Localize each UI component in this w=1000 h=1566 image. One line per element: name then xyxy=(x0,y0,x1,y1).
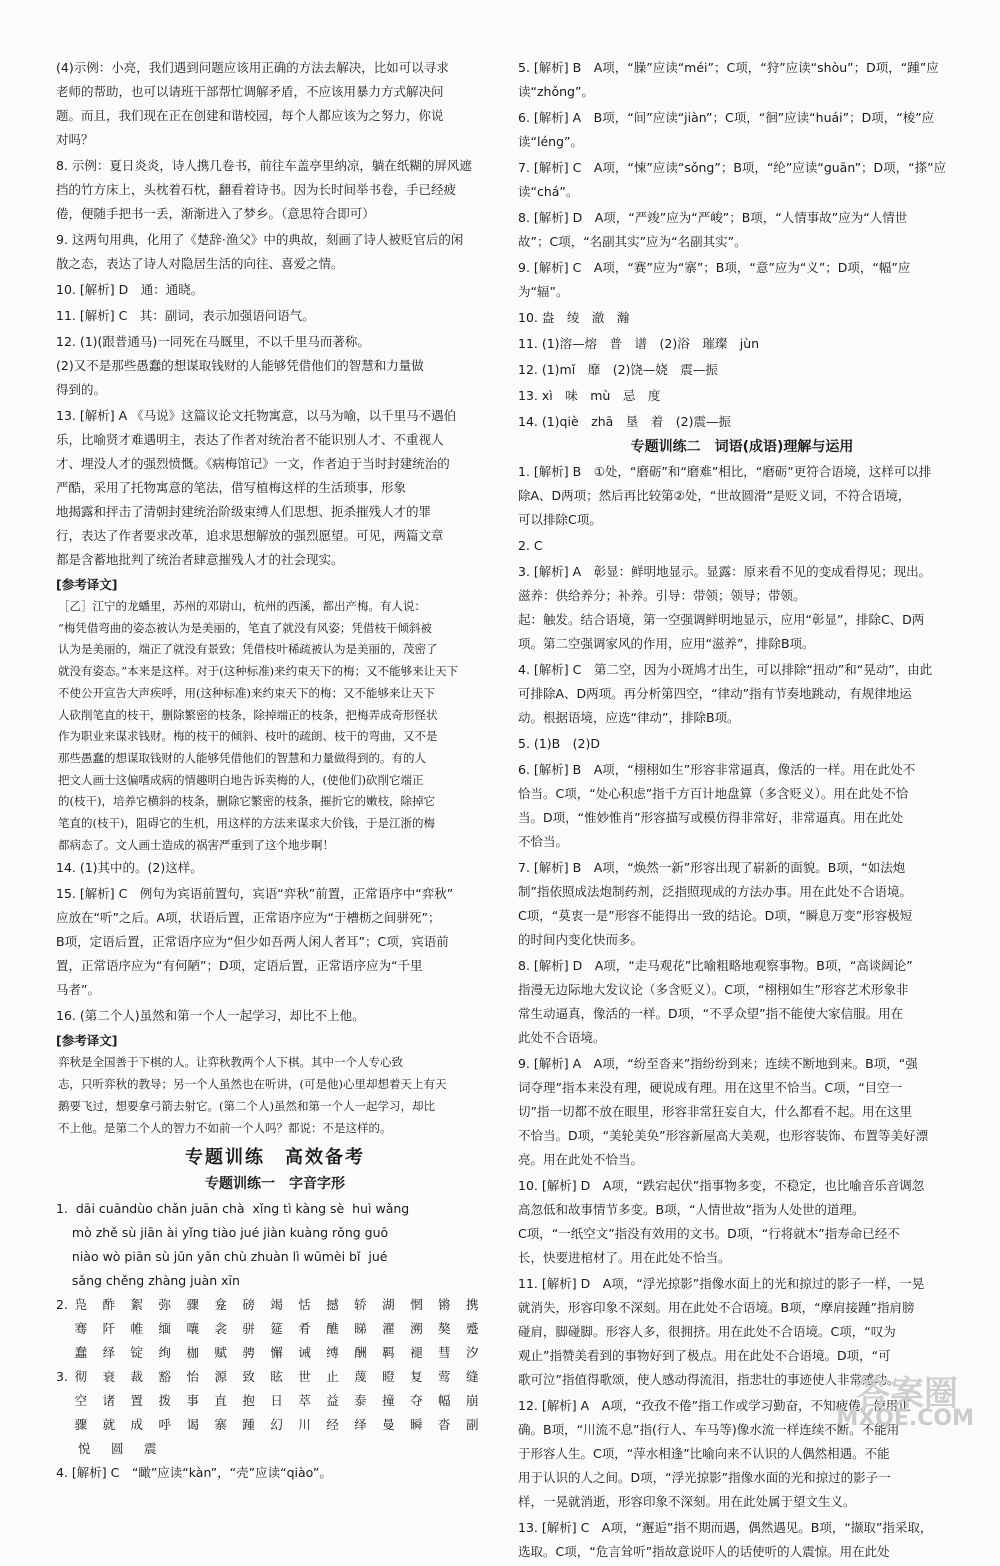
answer-line: 严酷，采用了托物寓意的笔法，借写植梅这样的生活琐事，形象 xyxy=(56,480,407,495)
answer-line: 于形容人生。C项，“萍水相逢”比喻向来不认识的人偶然相遇。不能 xyxy=(518,1446,890,1461)
answer-item xyxy=(518,460,966,532)
answer-lines xyxy=(518,1174,966,1270)
translation-line: “梅凭借弯曲的姿态被认为是美丽的，笔直了就没有风姿；凭借枝干倾斜被 xyxy=(58,620,432,635)
section-title: 专题训练 高效备考 xyxy=(185,1147,365,1169)
character-cell: 3. xyxy=(56,1369,68,1385)
character-cell: 阡 xyxy=(102,1321,116,1337)
answer-line: 5. [解析] B A项，“臊”应读“méi”；C项，“狩”应读“shòu”；D项，“踵”应 xyxy=(518,60,939,75)
answer-item xyxy=(518,106,966,154)
answer-lines xyxy=(518,856,966,952)
answer-line: C项，“一纸空文”指没有效用的文书。D项，“行将就木”指寿命已经不 xyxy=(518,1226,900,1241)
character-cell: 枷 xyxy=(186,1345,199,1361)
character-cell: 抱 xyxy=(242,1393,255,1409)
answer-line: 6. [解析] B A项，“栩栩如生”形容非常逼真，像活的一样。用在此处不 xyxy=(518,762,916,777)
answer-line: 老师的帮助，也可以请班干部帮忙调解矛盾，不应该用暴力方式解决问 xyxy=(56,84,444,99)
answer-lines xyxy=(518,306,966,330)
answer-item xyxy=(56,154,494,226)
answer-lines xyxy=(518,560,966,656)
answer-line: 选取。C项，“危言耸听”指故意说吓人的话使听的人震惊。用在此处 xyxy=(518,1544,890,1559)
answer-line: 为“辐”。 xyxy=(518,284,569,299)
answer-item xyxy=(518,758,966,854)
reference-translation xyxy=(56,596,494,856)
character-cell: 眩 xyxy=(270,1369,283,1385)
character-cell: 拨 xyxy=(158,1393,172,1409)
answer-line: 16. (第二个人)虽然和第一个人一起学习，却比不上他。 xyxy=(56,1008,365,1024)
answer-item xyxy=(518,384,966,408)
answer-lines xyxy=(518,384,966,408)
answer-item xyxy=(56,1004,494,1028)
answer-line: 用于认识的人之间。D项，“浮光掠影”指像水面的光和掠过的影子一 xyxy=(518,1470,891,1485)
answer-line: 2. C xyxy=(518,538,543,553)
character-cell: 絮 xyxy=(130,1297,144,1313)
character-cell: 撞 xyxy=(382,1393,395,1409)
subsection-title: 专题训练二 词语(成语)理解与运用 xyxy=(630,439,854,455)
translation-line: 认为是美丽的，端正了就没有景致；凭借枝叶稀疏被认为是美丽的，茂密了 xyxy=(58,642,438,657)
character-cell: 瞬 xyxy=(410,1417,423,1433)
pinyin-line: 1. dāi cuāndùo chǎn juān chà xǐng tì kàng sè huì wǎng xyxy=(56,1201,410,1217)
character-cell: 幅 xyxy=(438,1393,451,1409)
character-cell: 彗 xyxy=(438,1345,451,1361)
answer-lines xyxy=(56,56,494,152)
answer-line: 常生动逼真，像活的一样。D项，“不孚众望”指不能使大家信服。用在 xyxy=(518,1006,904,1021)
character-cell xyxy=(56,1389,75,1413)
answer-line: 11. (1)溶—熔 普 谱 (2)浴 璀璨 jùn xyxy=(518,336,760,351)
answer-lines xyxy=(56,154,494,226)
watermark-logo xyxy=(798,1366,978,1438)
character-cell: 致 xyxy=(242,1369,255,1385)
character-cell: 圆 xyxy=(111,1441,124,1457)
character-cell: 嚷 xyxy=(186,1321,199,1337)
reference-translation-title: [参考译文] xyxy=(56,1033,118,1049)
character-cell: 骞 xyxy=(74,1321,88,1337)
translation-line: 作为职业来谋求钱财。梅的枝干的倾斜、枝叶的疏朗、枝干的弯曲，又不是 xyxy=(58,729,438,744)
character-cell: 沓 xyxy=(438,1417,451,1433)
translation-line: 把文人画士这偏嗜成病的情趣明白地告诉卖梅的人，(使他们)砍削它端正 xyxy=(58,772,424,787)
answer-line: 8. 示例：夏日炎炎，诗人携几卷书，前往车盖亭里纳凉，躺在纸糊的屏风遮 xyxy=(56,158,472,173)
answer-lines xyxy=(518,358,966,382)
answer-line: 3. [解析] A 彰显：鲜明地显示。显露：原来看不见的变成看得见；现出。 xyxy=(518,564,932,579)
character-cell: 獒 xyxy=(438,1321,451,1337)
character-cell: 濯 xyxy=(382,1321,395,1337)
character-cell: 经 xyxy=(326,1417,339,1433)
answer-line: 14. (1)其中的。(2)这样。 xyxy=(56,860,203,876)
answer-line: 6. [解析] A B项，“间”应读“jiàn”；C项，“徊”应读“huái”；D项，“棱”应 xyxy=(518,110,935,125)
character-cell: 筵 xyxy=(270,1321,283,1337)
answer-line: 11. [解析] D A项，“浮光掠影”指像水面上的光和掠过的影子一样，一晃 xyxy=(518,1276,925,1291)
answer-line: 散之态，表达了诗人对隐居生活的向往、喜爱之情。 xyxy=(56,256,344,271)
answer-line: 指漫无边际地大发议论（多含贬义）。C项，“栩栩如生”形容艺术形象非 xyxy=(518,982,909,997)
answer-lines xyxy=(518,954,966,1050)
character-row xyxy=(56,1413,494,1437)
answer-item xyxy=(56,856,494,880)
answer-lines xyxy=(56,856,494,880)
character-cell: 懈 xyxy=(270,1345,283,1361)
pinyin-line: sǎng chěng zhàng juàn xīn xyxy=(56,1273,240,1289)
character-cell: 汐 xyxy=(465,1345,479,1361)
answer-line: (2)又不是那些愚蠢的想谋取钱财的人能够凭借他们的智慧和力量做 xyxy=(56,358,424,373)
answer-item xyxy=(518,1516,966,1564)
character-cell: 夺 xyxy=(410,1393,423,1409)
character-cell: 磅 xyxy=(242,1297,255,1313)
translation-line: 鹅要飞过，想要拿弓箭去射它。(第二个人)虽然和第一个人一起学习，却比 xyxy=(58,1098,435,1113)
answer-line: 行，表达了作者要求改革，追求思想解放的强烈愿望。可见，两篇文章 xyxy=(56,528,444,543)
character-cell: 踵 xyxy=(242,1417,255,1433)
answer-line: 读“chá”。 xyxy=(518,184,579,199)
character-cell: 骤 xyxy=(74,1417,88,1433)
answer-line: 7. [解析] B A项，“焕然一新”形容出现了崭新的面貌。B项，“如法炮 xyxy=(518,860,906,875)
answer-line: 动。根据语境，应选“律动”，排除B项。 xyxy=(518,710,740,725)
answer-line: B项，定语后置，正常语序应为“但少如吾两人闲人者耳”；C项，宾语前 xyxy=(56,934,449,950)
answer-item xyxy=(518,954,966,1050)
character-cell: 益 xyxy=(326,1393,339,1409)
character-cell: 崩 xyxy=(465,1393,479,1409)
answer-line: 不恰当。D项，“美轮美奂”形容新屋高大美观，也形容装饰、布置等美好漂 xyxy=(518,1128,929,1143)
character-cell: 2. xyxy=(56,1297,68,1313)
translation-line: 弈秋是全国善于下棋的人。让弈秋教两个人下棋。其中一个人专心致 xyxy=(58,1055,403,1070)
watermark-en: MXQE.COM xyxy=(836,1406,974,1431)
answer-line: 7. [解析] C A项，“悚”应读“sǒng”；B项，“纶”应读“guān”；D项，“搽”应 xyxy=(518,160,947,175)
character-cell: 蹙 xyxy=(465,1321,479,1337)
right-column xyxy=(518,56,966,1566)
character-cell: 凫 xyxy=(74,1297,88,1313)
answer-line: 11. [解析] C 其：副词，表示加强语问语气。 xyxy=(56,308,315,323)
answer-lines xyxy=(56,228,494,276)
translation-line: 笔直的(枝干)，阻碍它的生机，用这样的方法来谋求大价钱，于是江浙的梅 xyxy=(58,816,435,831)
character-cell: 事 xyxy=(186,1393,199,1409)
answer-line: 10. 盎 绫 澈 瀚 xyxy=(518,310,630,325)
character-cell: 帷 xyxy=(130,1321,144,1337)
character-cell: 止 xyxy=(326,1369,339,1385)
answer-lines xyxy=(56,404,494,572)
character-cell: 绎 xyxy=(354,1417,367,1433)
character-cell: 绎 xyxy=(102,1345,116,1361)
answer-item xyxy=(56,330,494,402)
character-grid xyxy=(56,1365,494,1461)
answer-line: 地揭露和抨击了清朝封建统治阶级束缚人们思想、扼杀摧残人才的罪 xyxy=(56,504,432,519)
answer-lines xyxy=(56,304,494,328)
character-cell: 衾 xyxy=(214,1321,227,1337)
answer-lines xyxy=(518,460,966,532)
character-cell: 裁 xyxy=(130,1369,144,1385)
character-cell: 携 xyxy=(465,1297,479,1313)
character-row xyxy=(56,1341,494,1365)
answer-item xyxy=(56,404,494,572)
answer-item xyxy=(518,332,966,356)
character-cell xyxy=(56,1437,78,1461)
answer-line: 才、埋没人才的强烈愤慨。《病梅馆记》一文，作者迫于当时封建统治的 xyxy=(56,456,450,471)
answer-item: 4. [解析] C “瞰”应读“kàn”，“壳”应读“qiào”。 xyxy=(56,1465,332,1481)
character-cell: 莺 xyxy=(438,1369,451,1385)
answer-line: 确。B项，“川流不息”指(行人、车马等)像水流一样连续不断。不能用 xyxy=(518,1422,900,1437)
answer-lines xyxy=(518,732,966,756)
character-cell: 悦 xyxy=(78,1441,91,1457)
answer-lines xyxy=(56,882,494,1002)
translation-line: 的(枝干)，培养它横斜的枝条，删除它繁密的枝条，摧折它的嫩枝，除掉它 xyxy=(58,794,435,809)
character-cell: 惘 xyxy=(410,1297,423,1313)
character-cell: 衰 xyxy=(102,1369,116,1385)
answer-line: 应放在“听”之后。A项，状语后置，正常语序应为“于槽枥之间骈死”； xyxy=(56,910,441,926)
answer-lines xyxy=(518,56,966,104)
answer-line: 10. [解析] D 通：通晓。 xyxy=(56,282,204,297)
character-row xyxy=(56,1389,494,1413)
character-cell: 溯 xyxy=(410,1321,423,1337)
translation-line: 不上他。是第二个人的智力不如前一个人吗？都说：不是这样的。 xyxy=(58,1120,392,1135)
answer-line: 9. 这两句用典，化用了《楚辞·渔父》中的典故，刻画了诗人被贬官后的闲 xyxy=(56,232,464,247)
answer-line: 不恰当。 xyxy=(518,834,569,849)
character-row xyxy=(56,1437,494,1461)
answer-item xyxy=(518,306,966,330)
answer-line: 起：触发。结合语境，第一空强调鲜明地显示，应用“彰显”，排除C、D两 xyxy=(518,612,925,627)
character-cell: 酬 xyxy=(354,1345,367,1361)
character-cell xyxy=(56,1413,75,1437)
answer-line: 8. [解析] D A项，“严竣”应为“严峻”；B项，“人情事故”应为“人情世 xyxy=(518,210,908,225)
answer-line: 除A、D两项；然后再比较第②处，“世故圆滑”是贬义词，不符合语境， xyxy=(518,488,911,503)
character-cell: 怡 xyxy=(186,1369,199,1385)
answer-line: 乐，比喻贤才难遇明主，表达了作者对统治者不能识别人才、不重视人 xyxy=(56,432,444,447)
answer-line: 9. [解析] A A项，“纷至沓来”指纷纷到来；连续不断地到来。B项，“强 xyxy=(518,1056,918,1071)
answer-lines xyxy=(518,1516,966,1564)
answer-line: 15. [解析] C 例句为宾语前置句，宾语“弈秋”前置，正常语序中“弈秋” xyxy=(56,886,454,902)
character-cell: 蔑 xyxy=(354,1369,367,1385)
answer-line: 倦，便随手把书一丢，渐渐进入了梦乡。（意思符合即可） xyxy=(56,206,375,221)
translation-line: ［乙］江宁的龙蟠里，苏州的邓尉山，杭州的西溪，都出产梅。有人说： xyxy=(58,599,426,613)
character-cell: 萃 xyxy=(298,1393,311,1409)
answer-line: 滋养：供给养分；补养。引导：带领；领导；带领。 xyxy=(518,588,806,603)
character-cell: 复 xyxy=(410,1369,423,1385)
answer-lines xyxy=(518,758,966,854)
answer-item xyxy=(518,1052,966,1172)
answer-item xyxy=(518,856,966,952)
character-cell: 置 xyxy=(130,1393,144,1409)
answer-item xyxy=(56,228,494,276)
answer-line: 8. [解析] D A项，“走马观花”比喻粗略地观察事物。B项，“高谈阔论” xyxy=(518,958,913,973)
answer-lines xyxy=(518,410,966,434)
character-cell: 弥 xyxy=(158,1297,172,1313)
character-cell: 瞪 xyxy=(382,1369,395,1385)
answer-line: 13. [解析] A 《马说》这篇议论文托物寓意，以马为喻，以千里马不遇伯 xyxy=(56,408,457,423)
character-cell: 缚 xyxy=(326,1345,339,1361)
answer-line: 14. (1)qiè zhā 垦 着 (2)震—振 xyxy=(518,414,732,429)
character-cell xyxy=(56,1317,75,1341)
character-cell: 龛 xyxy=(214,1297,227,1313)
character-cell: 直 xyxy=(214,1393,227,1409)
answer-line: 样，一晃就消逝，形容印象不深刻。用在此处属于望文生义。 xyxy=(518,1494,856,1509)
answer-line: 长，快要进棺材了。用在此处不恰当。 xyxy=(518,1250,731,1265)
answer-lines xyxy=(518,156,966,204)
character-cell: 诸 xyxy=(102,1393,116,1409)
character-cell: 震 xyxy=(144,1441,157,1457)
answer-line: 都是含蓄地批判了统治者肆意摧残人才的社会现实。 xyxy=(56,552,344,567)
answer-line: 对吗？ xyxy=(56,132,94,147)
character-cell: 寨 xyxy=(214,1417,227,1433)
character-cell: 骤 xyxy=(186,1297,199,1313)
answer-line: 题。而且，我们现在正在创建和谐校园，每个人都应该为之努力，你说 xyxy=(56,108,444,123)
translation-line: 都病态了。文人画士造成的祸害严重到了这个地步啊！ xyxy=(58,837,334,852)
answer-item xyxy=(518,1174,966,1270)
answer-lines xyxy=(518,1052,966,1172)
answer-item xyxy=(518,732,966,756)
left-column xyxy=(56,56,494,1487)
answer-line: 读“léng”。 xyxy=(518,134,583,149)
answer-line: 13. xì 味 mù 忌 度 xyxy=(518,388,661,403)
answer-item xyxy=(518,156,966,204)
answer-item xyxy=(56,304,494,328)
character-cell: 轿 xyxy=(354,1297,367,1313)
answer-item xyxy=(56,278,494,302)
character-cell: 呼 xyxy=(158,1417,172,1433)
character-cell: 湖 xyxy=(382,1297,395,1313)
character-cell: 空 xyxy=(74,1393,88,1409)
answer-line: 碰肩，脚碰脚。形容人多，很拥挤。用在此处不合语境。C项，“叹为 xyxy=(518,1324,896,1339)
answer-lines xyxy=(518,106,966,154)
answer-item xyxy=(518,256,966,304)
answer-line: 4. [解析] C 第二空，因为小斑鸠才出生，可以排除“扭动”和“晃动”，由此 xyxy=(518,662,933,677)
answer-line: 马者”。 xyxy=(56,982,100,998)
character-cell: 川 xyxy=(298,1417,311,1433)
answer-line: (4)示例：小亮，我们遇到问题应该用正确的方法去解决，比如可以寻求 xyxy=(56,60,449,75)
answer-item xyxy=(518,410,966,434)
answer-line: 12. (1)(跟普通马)一同死在马厩里，不以千里马而著称。 xyxy=(56,334,370,349)
watermark-cn: 答案圈 xyxy=(856,1374,958,1414)
answer-line: 恰当。C项，“处心积虑”指千方百计地盘算（多含贬义）。用在此处不恰 xyxy=(518,786,909,801)
character-cell: 锭 xyxy=(130,1345,144,1361)
character-cell: 缅 xyxy=(158,1321,172,1337)
character-cell: 骋 xyxy=(242,1345,255,1361)
reference-translation xyxy=(56,1052,494,1139)
answer-line: 12. (1)mǐ 靡 (2)饶—娆 震—振 xyxy=(518,362,718,377)
answer-lines xyxy=(56,330,494,402)
answer-line: 10. [解析] D A项，“跌宕起伏”指事物多变，不稳定，也比喻音乐音调忽 xyxy=(518,1178,925,1193)
answer-line: 12. [解析] A A项，“孜孜不倦”指工作或学习勤奋，不知疲倦。使用正 xyxy=(518,1398,911,1413)
translation-line: 志，只听弈秋的教导；另一个人虽然也在听讲，(可是他)心里却想着天上有天 xyxy=(58,1077,447,1092)
character-row xyxy=(56,1365,494,1389)
character-cell: 绚 xyxy=(158,1345,172,1361)
answer-item xyxy=(518,560,966,656)
answer-line: 故”；C项，“名副其实”应为“名副其实”。 xyxy=(518,234,747,249)
character-cell: 睇 xyxy=(354,1321,367,1337)
answer-line: C项，“莫衷一是”形容不能得出一致的结论。D项，“瞬息万变”形容极短 xyxy=(518,908,913,923)
character-cell: 彻 xyxy=(74,1369,88,1385)
answer-lines xyxy=(518,206,966,254)
answer-line: 1. [解析] B ①处，“磨砺”和“磨难”相比，“磨砺”更符合语境，这样可以排 xyxy=(518,464,932,479)
character-row xyxy=(56,1317,494,1341)
answer-line: 置，正常语序应为“有何陋”；D项，定语后置，正常语序应为“千里 xyxy=(56,958,423,974)
character-cell: 日 xyxy=(270,1393,283,1409)
character-cell: 世 xyxy=(298,1369,311,1385)
character-cell: 诫 xyxy=(298,1345,311,1361)
answer-line: 的时间内变化快而多。 xyxy=(518,932,644,947)
translation-line: 就没有姿态。”本来是这样。对于(这种标准)来约束天下的梅；又不能够来让天下 xyxy=(58,664,459,679)
answer-line: 制”指依照成法炮制药剂，泛指照现成的方法办事。用在此处不合语境。 xyxy=(518,884,912,899)
answer-item xyxy=(518,358,966,382)
answer-item xyxy=(518,206,966,254)
answer-line: 亮。用在此处不恰当。 xyxy=(518,1152,644,1167)
answer-line: 歌可泣”指值得歌颂，使人感动得流泪，指悲壮的事迹使人非常感动。 xyxy=(518,1372,900,1387)
translation-line: 人砍削笔直的枝干，删除繁密的枝条，除掉端正的枝条，把梅弄成奇形怪状 xyxy=(58,707,438,722)
subsection-title: 专题训练一 字音字形 xyxy=(205,1176,345,1193)
character-cell xyxy=(56,1341,75,1365)
pinyin-line: niào wò piān sù jūn yǎn chù zhuàn lì wūmèi bǐ jué xyxy=(56,1249,388,1265)
character-cell: 竭 xyxy=(270,1297,283,1313)
answer-line: 13. [解析] C A项，“邂逅”指不期而遇，偶然遇见。B项，“撷取”指采取， xyxy=(518,1520,933,1535)
reference-translation-title: [参考译文] xyxy=(56,577,118,592)
answer-line: 词夺理”指本来没有理，硬说成有理。用在这里不恰当。C项，“目空一 xyxy=(518,1080,903,1095)
answer-line: 项。第二空强调家风的作用，应用“滋养”，排除B项。 xyxy=(518,636,815,651)
answer-lines xyxy=(518,332,966,356)
character-cell: 锵 xyxy=(438,1297,451,1313)
character-cell: 曼 xyxy=(382,1417,395,1433)
character-cell: 褪 xyxy=(410,1345,423,1361)
character-cell: 源 xyxy=(214,1369,227,1385)
answer-line: 就消失，形容印象不深刻。用在此处不合语境。B项，“摩肩接踵”指肩膀 xyxy=(518,1300,915,1315)
answer-line: 得到的。 xyxy=(56,382,107,397)
answer-line: 5. (1)B (2)D xyxy=(518,736,601,751)
character-row xyxy=(56,1293,494,1317)
character-cell: 就 xyxy=(102,1417,116,1433)
answer-line: 挡的竹方床上，头枕着石枕，翻看着诗书。因为长时间举书卷，手已经疲 xyxy=(56,182,457,197)
character-cell: 豁 xyxy=(158,1369,172,1385)
character-cell: 羁 xyxy=(382,1345,395,1361)
answer-lines xyxy=(518,658,966,730)
character-cell: 副 xyxy=(465,1417,479,1433)
answer-item xyxy=(56,56,494,152)
answer-lines xyxy=(518,534,966,558)
answer-line: 可排除A、D两项。再分析第四空，“律动”指有节奏地跳动，有规律地运 xyxy=(518,686,912,701)
answer-line: 可以排除C项。 xyxy=(518,512,602,527)
character-cell: 蠢 xyxy=(74,1345,88,1361)
answer-item xyxy=(518,56,966,104)
pinyin-line: mò zhě sù jiān ài yǐng tiào jué jiàn kuàng rǒng guō xyxy=(56,1225,389,1241)
answer-line: 9. [解析] C A项，“赛”应为“寨”；B项，“意”应为“义”；D项，“幅”应 xyxy=(518,260,911,275)
character-cell: 醮 xyxy=(326,1321,339,1337)
character-cell: 肴 xyxy=(298,1321,311,1337)
character-cell: 恬 xyxy=(298,1297,311,1313)
character-cell: 酢 xyxy=(102,1297,116,1313)
character-grid xyxy=(56,1293,494,1365)
answer-lines xyxy=(56,1004,494,1028)
character-cell: 撼 xyxy=(326,1297,339,1313)
answer-line: 此处不合语境。 xyxy=(518,1030,606,1045)
character-cell: 骈 xyxy=(242,1321,255,1337)
pinyin-answers xyxy=(56,1197,494,1293)
answer-line: 观止”指赞美看到的事物好到了极点。用在此处不合语境。D项，“可 xyxy=(518,1348,891,1363)
character-cell: 泰 xyxy=(354,1393,367,1409)
character-cell: 缝 xyxy=(465,1369,479,1385)
translation-line: 那些愚蠢的想谋取钱财的人能够凭借他们的智慧和力量做得到的。有的人 xyxy=(58,750,426,765)
character-cell: 成 xyxy=(130,1417,144,1433)
answer-item xyxy=(518,658,966,730)
answer-item xyxy=(56,882,494,1002)
character-cell: 幻 xyxy=(270,1417,283,1433)
translation-line: 不使公开宣告大声疾呼，用(这种标准)来约束天下的梅；又不能够来让天下 xyxy=(58,685,435,700)
answer-line: 高忽低和故事情节多变。B项，“人情世故”指为人处世的道理。 xyxy=(518,1202,865,1217)
answer-lines xyxy=(56,278,494,302)
answer-item xyxy=(518,534,966,558)
answer-line: 读“zhǒng”。 xyxy=(518,84,594,99)
character-cell: 赋 xyxy=(214,1345,227,1361)
character-cell: 谒 xyxy=(186,1417,199,1433)
answer-lines xyxy=(518,256,966,304)
answer-line: 当。D项，“惟妙惟肖”形容描写或模仿得非常好，非常逼真。用在此处 xyxy=(518,810,904,825)
answer-line: 切”指一切都不放在眼里，形容非常狂妄自大，什么都看不起。用在这里 xyxy=(518,1104,912,1119)
